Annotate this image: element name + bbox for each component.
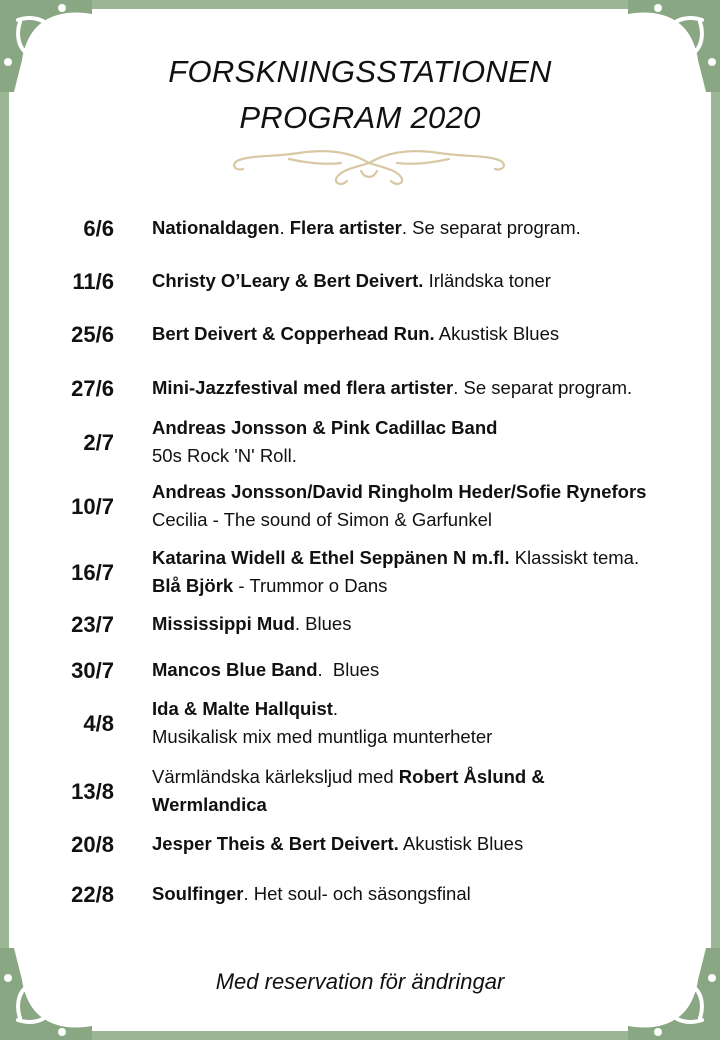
title-line-1: FORSKNINGSSTATIONEN <box>168 54 552 89</box>
event-date: 27/6 <box>71 376 114 401</box>
event-description <box>152 763 711 819</box>
event-text: . <box>332 698 339 719</box>
event-artist: Mini-Jazzfestival med flera artister <box>152 377 454 398</box>
event-artist: Andreas Jonsson & Pink Cadillac Band <box>152 417 498 438</box>
event-text: 50s Rock 'N' Roll. <box>152 445 297 466</box>
event-line-1 <box>152 763 711 791</box>
event-artist: Soulfinger <box>152 883 244 904</box>
event-row <box>9 830 711 858</box>
event-date: 25/6 <box>71 322 114 347</box>
event-row <box>9 544 711 600</box>
event-artist: Robert Åslund & <box>398 766 545 787</box>
event-artist: Bert Deivert & Copperhead Run. <box>152 323 435 344</box>
event-row <box>9 763 711 819</box>
event-date: 23/7 <box>71 612 114 637</box>
event-row <box>9 656 711 684</box>
event-text: . Se separat program. <box>401 217 581 238</box>
event-line-1 <box>152 267 711 295</box>
event-date: 4/8 <box>83 711 114 736</box>
event-description <box>152 414 711 470</box>
event-text: - Trummor o Dans <box>233 575 388 596</box>
event-row <box>9 267 711 295</box>
event-line-2 <box>152 442 711 470</box>
event-description <box>152 267 711 295</box>
event-row <box>9 414 711 470</box>
flourish-divider-icon <box>229 145 509 189</box>
event-text: . Het soul- och säsongsfinal <box>243 883 471 904</box>
event-artist: Nationaldagen <box>152 217 280 238</box>
event-description <box>152 374 711 402</box>
event-description <box>152 830 711 858</box>
event-line-1 <box>152 880 711 908</box>
title-line-2: PROGRAM 2020 <box>239 100 481 135</box>
event-date: 30/7 <box>71 658 114 683</box>
event-line-1 <box>152 320 711 348</box>
event-artist: Andreas Jonsson/David Ringholm Heder/Sofie Rynefors <box>152 481 647 502</box>
event-text: Värmländska kärleksljud med <box>152 766 399 787</box>
event-artist: Jesper Theis & Bert Deivert. <box>152 833 399 854</box>
event-date: 22/8 <box>71 882 114 907</box>
event-row <box>9 214 711 242</box>
event-line-1 <box>152 830 711 858</box>
event-date: 16/7 <box>71 560 114 585</box>
event-row <box>9 610 711 638</box>
event-date: 6/6 <box>83 216 114 241</box>
event-date: 11/6 <box>72 269 114 294</box>
event-description <box>152 214 711 242</box>
event-description <box>152 610 711 638</box>
event-row <box>9 695 711 751</box>
footer-note: Med reservation för ändringar <box>215 969 505 994</box>
event-line-2 <box>152 723 711 751</box>
event-artist: Mississippi Mud <box>152 613 295 634</box>
event-date: 2/7 <box>83 430 114 455</box>
event-line-1 <box>152 695 711 723</box>
event-row <box>9 320 711 348</box>
event-text: Akustisk Blues <box>434 323 560 344</box>
event-description <box>152 656 711 684</box>
event-artist: Blå Björk <box>152 575 234 596</box>
event-description <box>152 880 711 908</box>
event-text: . <box>279 217 290 238</box>
event-text: Akustisk Blues <box>398 833 524 854</box>
event-line-1 <box>152 214 711 242</box>
event-text: . Blues <box>317 659 380 680</box>
event-line-2 <box>152 791 711 819</box>
event-text: . Se separat program. <box>453 377 633 398</box>
event-description <box>152 544 711 600</box>
event-line-1 <box>152 544 711 572</box>
event-line-1 <box>152 478 711 506</box>
event-date: 20/8 <box>71 832 114 857</box>
event-line-1 <box>152 656 711 684</box>
event-text: . Blues <box>294 613 352 634</box>
page-title <box>9 49 711 141</box>
event-line-1 <box>152 610 711 638</box>
event-artist: Christy O’Leary & Bert Deivert. <box>152 270 424 291</box>
event-artist: Ida & Malte Hallquist <box>152 698 333 719</box>
event-artist: Wermlandica <box>152 794 267 815</box>
event-line-2 <box>152 572 711 600</box>
event-row <box>9 374 711 402</box>
event-text: Musikalisk mix med muntliga munterheter <box>152 726 493 747</box>
event-line-1 <box>152 374 711 402</box>
event-line-1 <box>152 414 711 442</box>
event-text: Cecilia - The sound of Simon & Garfunkel <box>152 509 493 530</box>
event-description <box>152 478 711 534</box>
event-description <box>152 320 711 348</box>
event-date: 13/8 <box>71 779 114 804</box>
event-artist: Katarina Widell & Ethel Seppänen N m.fl. <box>152 547 510 568</box>
event-date: 10/7 <box>71 494 114 519</box>
event-artist: Flera artister <box>289 217 402 238</box>
event-text: Klassiskt tema. <box>509 547 640 568</box>
event-description <box>152 695 711 751</box>
event-artist: Mancos Blue Band <box>152 659 318 680</box>
event-line-2 <box>152 506 711 534</box>
event-text: Irländska toner <box>423 270 551 291</box>
event-row <box>9 880 711 908</box>
event-row <box>9 478 711 534</box>
